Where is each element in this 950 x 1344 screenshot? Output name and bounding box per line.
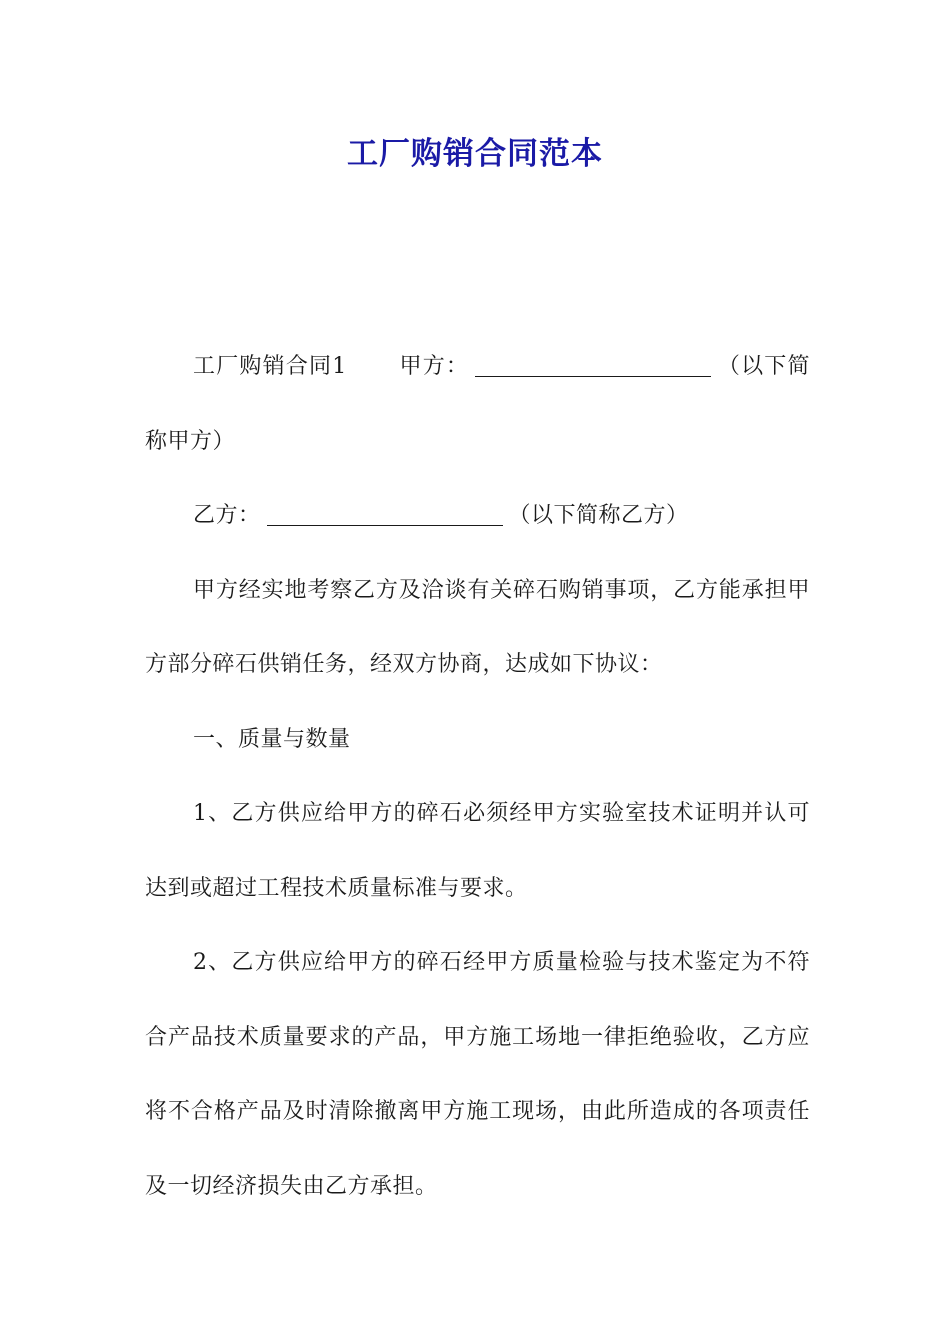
party-b-blank-line [267, 503, 503, 526]
party-b-label: 乙方： [193, 503, 261, 528]
clause-2: 2、乙方供应给甲方的碎石经甲方质量检验与技术鉴定为不符合产品技术质量要求的产品，甲方施工场地一律拒绝验收，乙方应将不合格产品及时清除撤离甲方施工现场，由此所造成的各项责任及一切经济损失由乙方承担。 [145, 950, 810, 1199]
section-heading-quality: 一、质量与数量 [193, 726, 351, 752]
party-b-suffix: （以下简称乙方） [508, 503, 689, 528]
document-body [145, 330, 810, 1224]
party-b-paragraph [145, 479, 810, 554]
intro-paragraph: 甲方经实地考察乙方及洽谈有关碎石购销事项，乙方能承担甲方部分碎石供销任务，经双方协商，达成如下协议： [145, 577, 810, 677]
party-a-blank-line [475, 354, 711, 377]
party-a-paragraph [145, 330, 810, 479]
party-a-label: 甲方： [398, 354, 470, 379]
contract-heading: 工厂购销合同1 [193, 354, 347, 379]
document-title: 工厂购销合同范本 [347, 136, 603, 172]
clause-1: 1、乙方供应给甲方的碎石必须经甲方实验室技术证明并认可达到或超过工程技术质量标准与要求。 [145, 801, 810, 901]
party-a-suffix: （以下简称甲方） [145, 354, 810, 454]
